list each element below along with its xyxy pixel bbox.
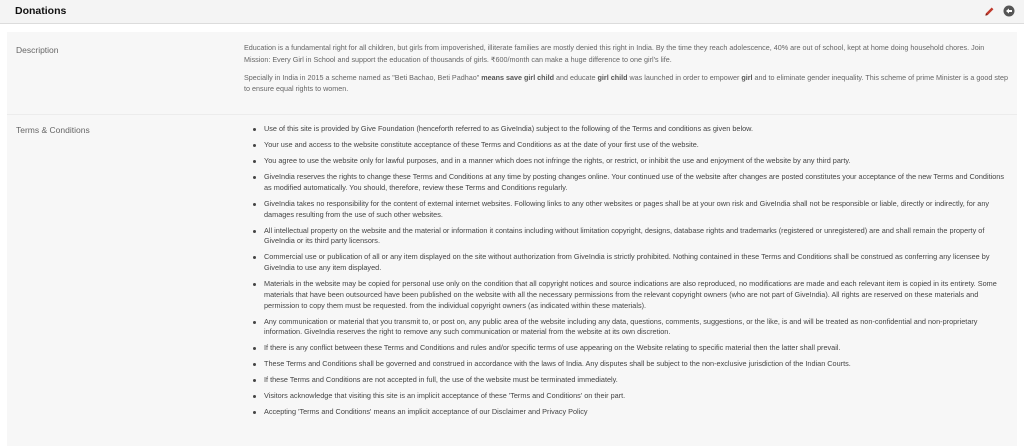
page-title: Donations [15, 5, 67, 17]
details-panel [7, 32, 1017, 446]
terms-item: All intellectual property on the website and the material or information it contains including without limitation copyright, designs, database rights and trademarks (registered or unregistered) are and shall remain the property of GiveIndia or its third party licensors. [250, 226, 1010, 248]
terms-item: Commercial use or publication of all or any item displayed on the site without authorization from GiveIndia is strictly prohibited. Nothing contained in these Terms and Conditions shall be construed as conferring any licensee by GiveIndia to use any item displayed. [250, 252, 1010, 274]
terms-item: GiveIndia reserves the rights to change these Terms and Conditions at any time by posting changes online. Your continued use of the website after changes are posted constitutes your acceptance of the new Terms and Conditions as modified automatically. You should, therefore, review these Terms and Conditions regularly. [250, 172, 1010, 194]
terms-list [250, 124, 1010, 423]
terms-item: Accepting 'Terms and Conditions' means an implicit acceptance of our Disclaimer and Privacy Policy [250, 407, 1010, 418]
terms-item: If there is any conflict between these Terms and Conditions and rules and/or specific terms of use appearing on the Website relating to specific material then the latter shall prevail. [250, 343, 1010, 354]
header-actions [982, 4, 1016, 18]
description-label: Description [16, 45, 59, 55]
edit-pencil-icon[interactable] [982, 4, 996, 18]
page-header [0, 0, 1024, 24]
description-text [244, 42, 1012, 101]
back-arrow-icon[interactable] [1002, 4, 1016, 18]
terms-item: Any communication or material that you transmit to, or post on, any public area of the website including any data, questions, comments, suggestions, or the like, is and will be treated as non-confidential and non-proprietary information. GiveIndia reserves the right to remove any such communication or material from the website at its own discretion. [250, 317, 1010, 339]
terms-item: Visitors acknowledge that visiting this site is an implicit acceptance of these 'Terms and Conditions' on their part. [250, 391, 1010, 402]
description-paragraph-2: Specially in India in 2015 a scheme named as "Beti Bachao, Beti Padhao" means save girl child and educate girl child was launched in order to empower girl and to eliminate gender inequality. This scheme of prime Minister is a good step to ensure equal rights to women. [244, 72, 1008, 94]
terms-item: If these Terms and Conditions are not accepted in full, the use of the website must be terminated immediately. [250, 375, 1010, 386]
terms-item: Your use and access to the website constitute acceptance of these Terms and Conditions as at the date of your first use of the website. [250, 140, 1010, 151]
description-paragraph-1: Education is a fundamental right for all children, but girls from impoverished, illiterate families are mostly denied this right in India. By the time they reach adolescence, 40% are out of school, kept at home doing household chores. Join Mission: Every Girl in School and support the education of thousands of girls. ₹600/month can make a huge difference to one girl's life. [244, 43, 985, 64]
terms-label: Terms & Conditions [16, 125, 90, 135]
terms-item: GiveIndia takes no responsibility for the content of external internet websites. Following links to any other websites or pages shall be at your own risk and GiveIndia shall not be responsible or liable, directly or indirectly, for any damages resulting from the use of such other websites. [250, 199, 1010, 221]
terms-item: These Terms and Conditions shall be governed and construed in accordance with the laws of India. Any disputes shall be subject to the non-exclusive jurisdiction of the Indian Courts. [250, 359, 1010, 370]
terms-item: You agree to use the website only for lawful purposes, and in a manner which does not infringe the rights, or restrict, or inhibit the use and enjoyment of the website by any third party. [250, 156, 1010, 167]
terms-item: Materials in the website may be copied for personal use only on the condition that all copyright notices and source indications are also reproduced, no modifications are made and each relevant item is copied in its entirety. Some materials that have been outsourced have been published on the website with all the necessary permissions from the relevant copyright owners (who are not part of GiveIndia). All rights are reserved on these materials and permission to copy them must be requested. from the individual copyright owners (as indicated within these materials). [250, 279, 1010, 311]
terms-item: Use of this site is provided by Give Foundation (henceforth referred to as GiveIndia) subject to the following of the Terms and conditions as given below. [250, 124, 1010, 135]
row-divider [7, 114, 1017, 115]
